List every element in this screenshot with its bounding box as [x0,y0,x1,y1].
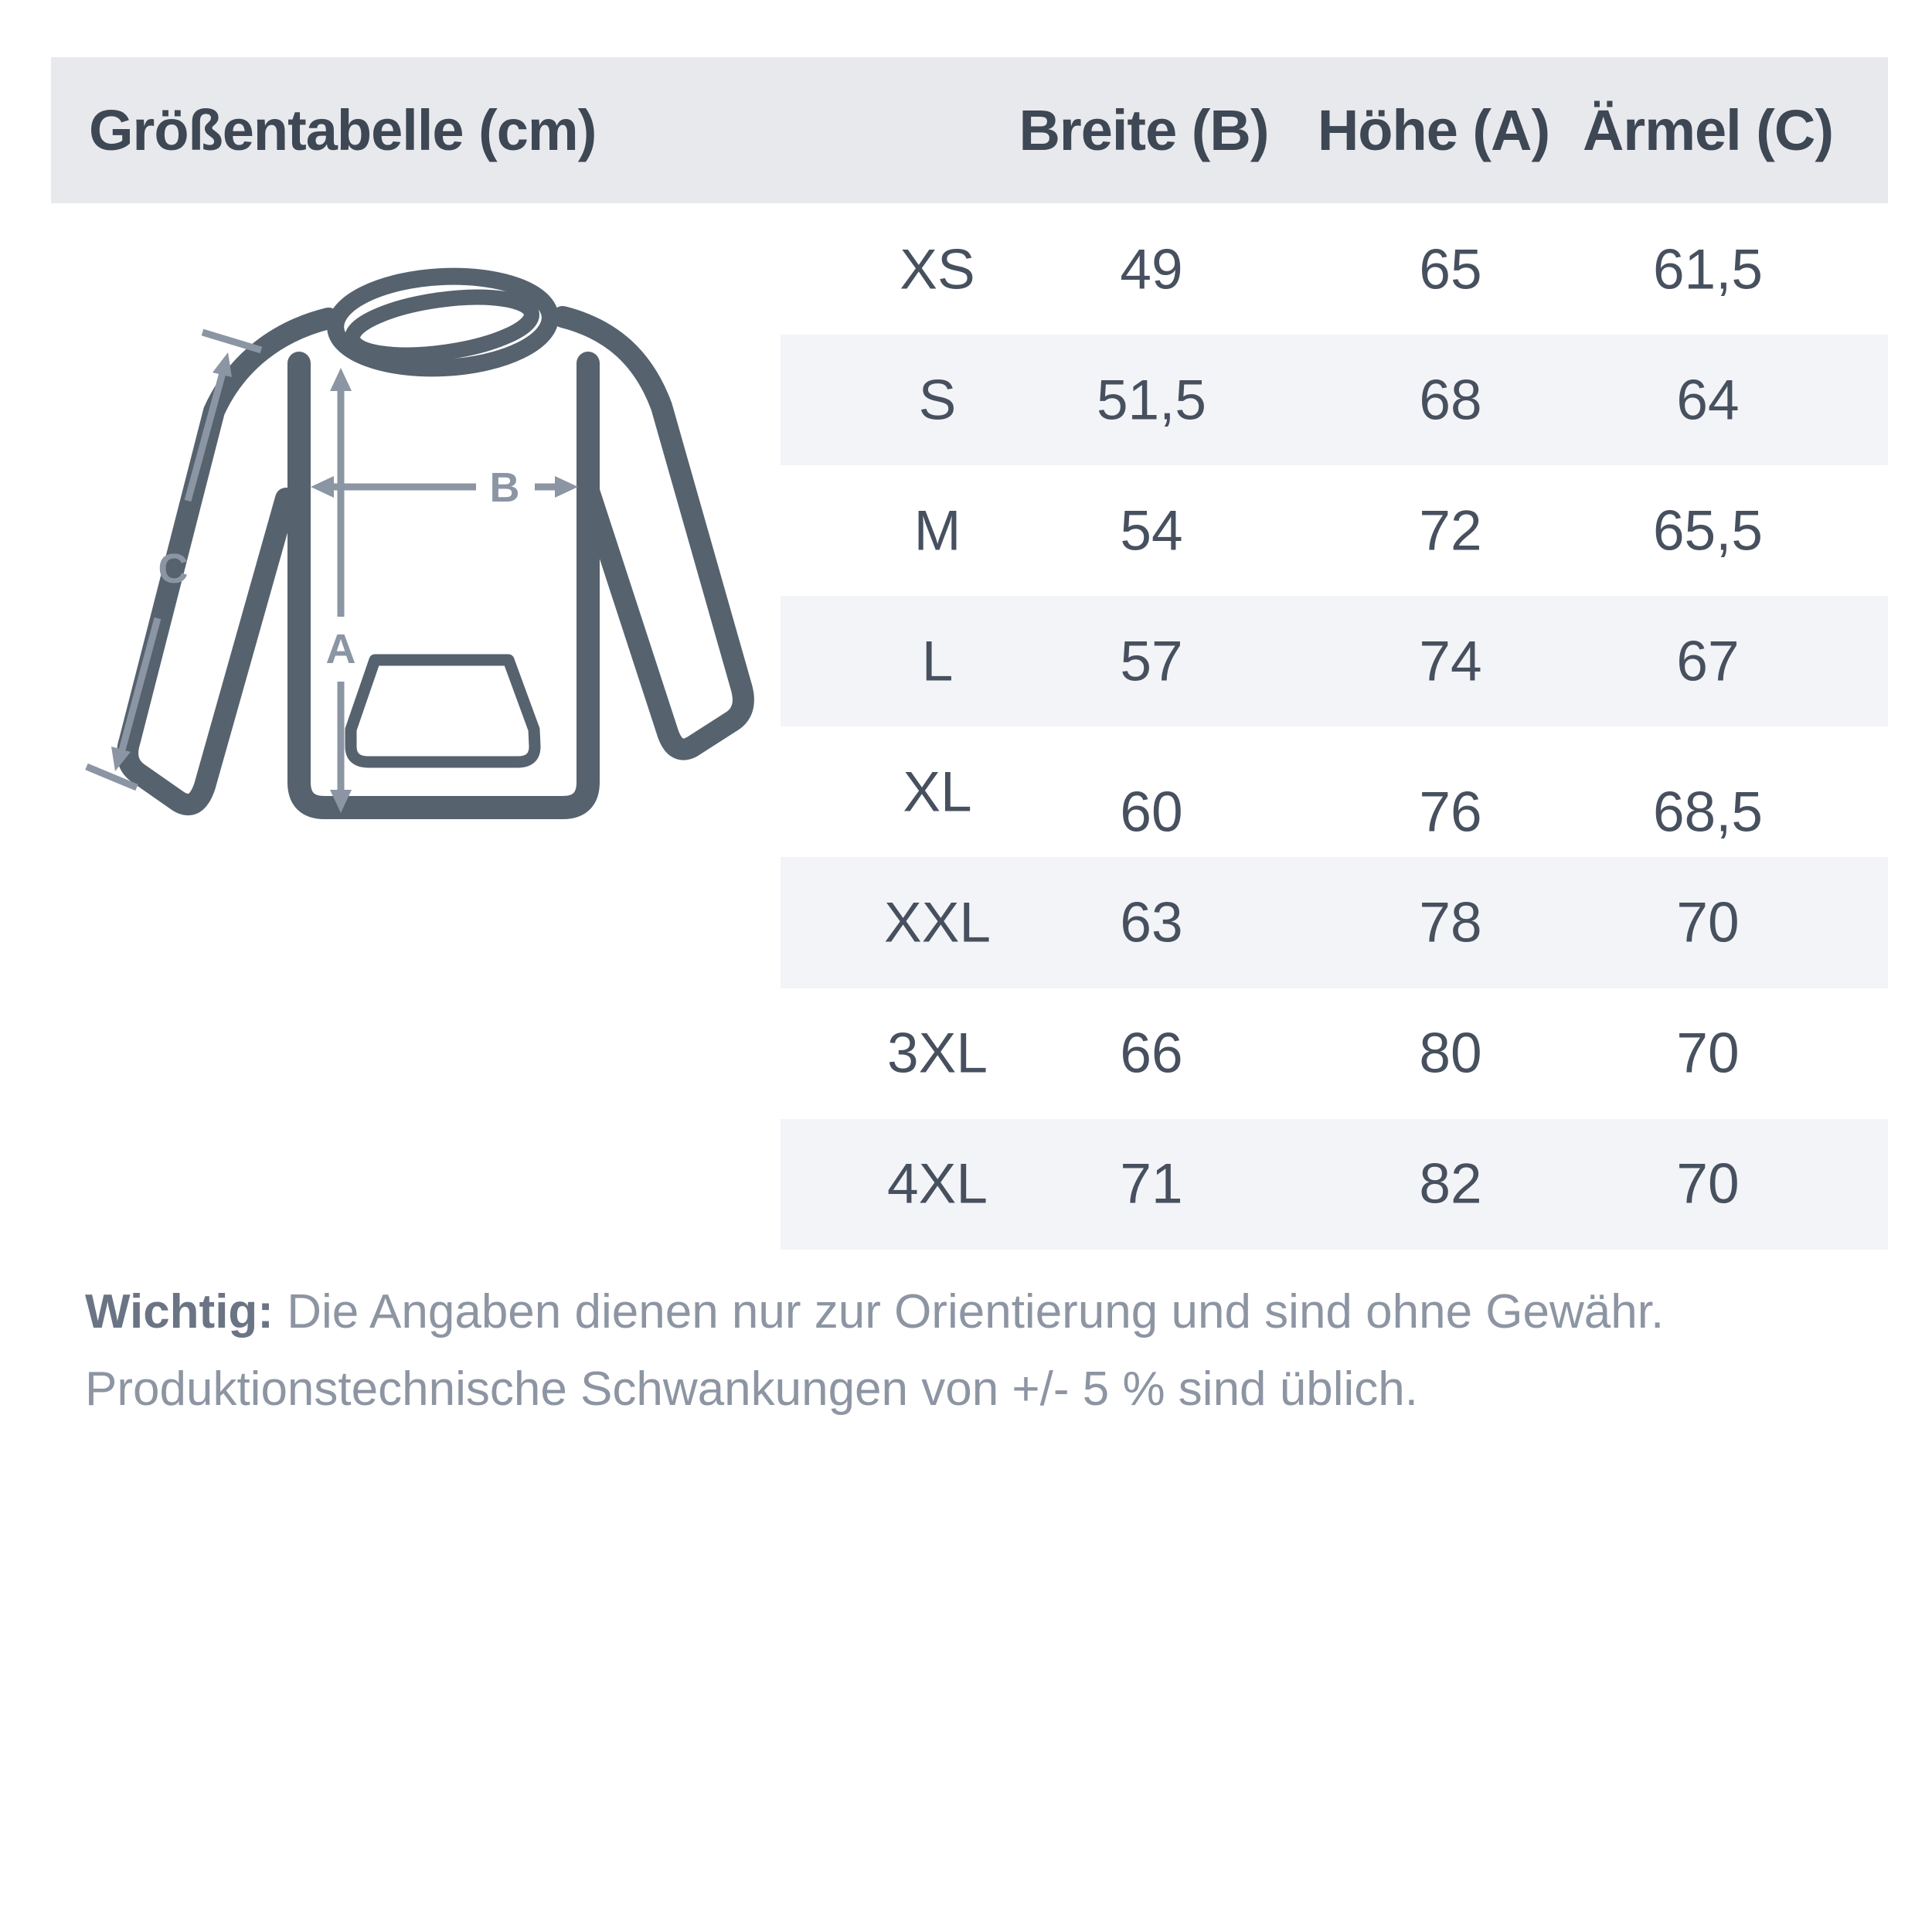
aermel-value: 70 [1676,1152,1740,1216]
breite-value: 57 [1120,630,1183,693]
hoehe-value: 82 [1419,1152,1482,1216]
hoehe-value: 76 [1419,781,1482,844]
table-row [781,335,1888,465]
disclaimer-text: Die Angaben dienen nur zur Orientierung und sind ohne Gewähr. [287,1285,1665,1338]
hoodie-measurement-diagram [62,216,796,896]
size-label: XS [900,238,975,301]
dimension-label-c: C [158,546,189,592]
size-chart-title: Größentabelle (cm) [89,98,597,162]
table-row [781,988,1888,1119]
aermel-value: 67 [1676,630,1740,693]
breite-value: 60 [1120,781,1183,844]
aermel-value: 64 [1676,369,1740,432]
aermel-value: 65,5 [1652,499,1764,563]
size-table [781,204,1888,1250]
breite-value: 63 [1120,891,1183,954]
table-row [781,596,1888,726]
breite-value: 49 [1120,238,1183,301]
size-label: 3XL [887,1022,988,1085]
size-label: XXL [884,891,991,954]
aermel-value: 68,5 [1652,781,1764,844]
table-row [781,857,1888,988]
disclaimer-line-1 [85,1284,1664,1339]
hoehe-value: 74 [1419,630,1482,693]
disclaimer-bold: Wichtig: [85,1285,274,1338]
hoehe-value: 68 [1419,369,1482,432]
hoehe-value: 78 [1419,891,1482,954]
aermel-value: 70 [1676,891,1740,954]
size-label: L [921,630,954,693]
dimension-label-a: A [325,626,356,672]
table-row [781,726,1888,857]
hoehe-value: 80 [1419,1022,1482,1085]
table-row [781,465,1888,596]
dimension-label-b: B [489,464,520,511]
table-header-bar [51,57,1888,203]
hoehe-value: 72 [1419,499,1482,563]
size-label: S [918,369,957,432]
size-label: XL [903,760,972,824]
breite-value: 51,5 [1096,369,1207,432]
table-row [781,1119,1888,1250]
column-header-aermel: Ärmel (C) [1582,98,1834,162]
aermel-value: 61,5 [1652,238,1764,301]
disclaimer-line-2: Produktionstechnische Schwankungen von +/- 5 % sind üblich. [85,1362,1418,1416]
column-header-breite: Breite (B) [1019,98,1269,162]
breite-value: 66 [1120,1022,1183,1085]
column-header-hoehe: Höhe (A) [1317,98,1550,162]
aermel-value: 70 [1676,1022,1740,1085]
table-row [781,204,1888,335]
size-label: M [913,499,961,563]
breite-value: 71 [1120,1152,1183,1216]
size-label: 4XL [887,1152,988,1216]
breite-value: 54 [1120,499,1183,563]
dimension-cap-top [202,332,261,350]
hoehe-value: 65 [1419,238,1482,301]
pocket-icon [351,660,535,762]
